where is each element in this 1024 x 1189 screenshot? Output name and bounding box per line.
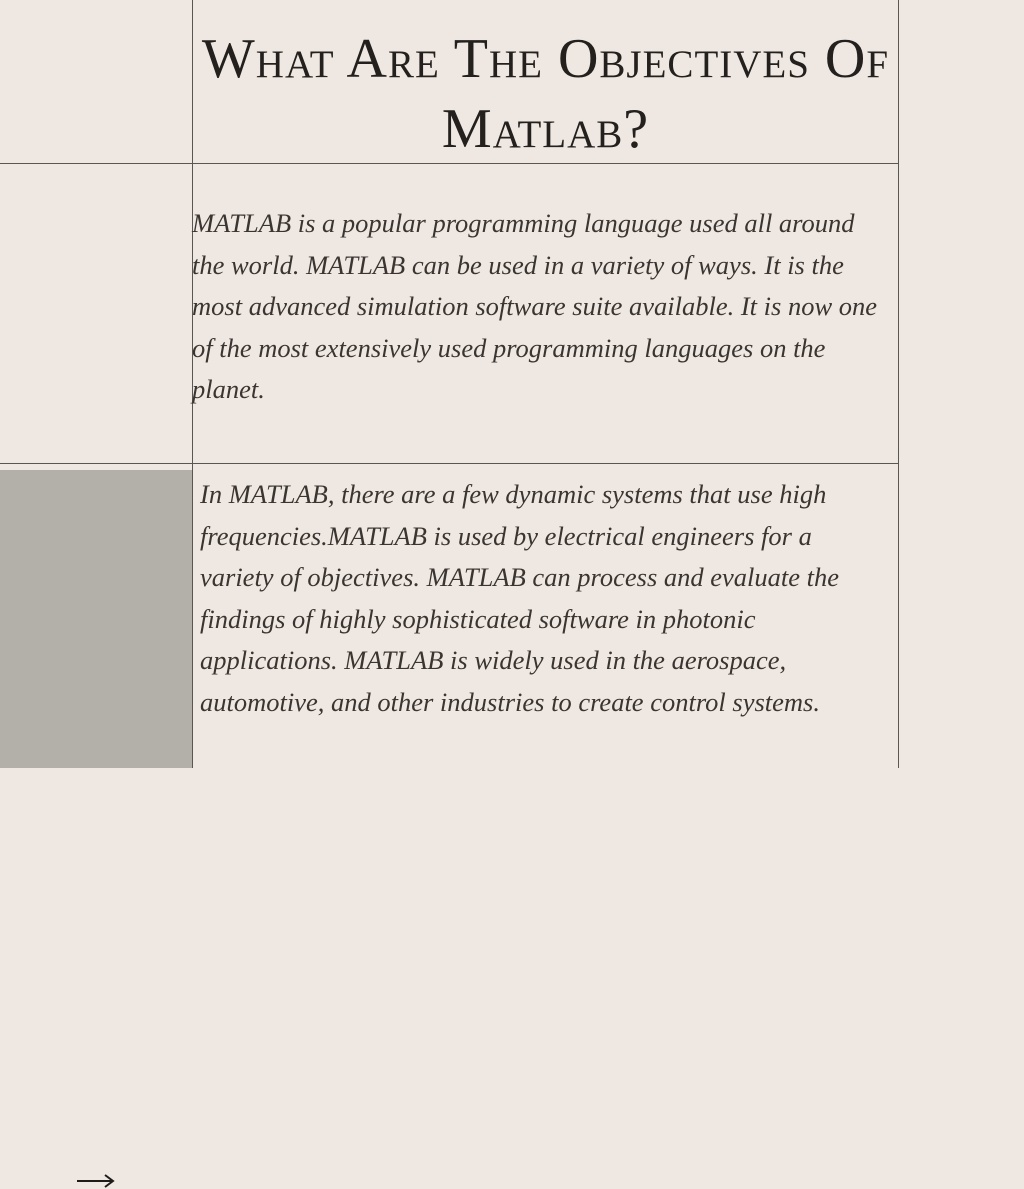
paragraph-details: In MATLAB, there are a few dynamic systems that use high frequencies.MATLAB is used by electrical engineers for a variety of objectives. MATLAB can process and evaluate the findings of highly sophisticated software in photonic applications. MATLAB is widely used in the aerospace, automotive, and other industries to create control systems.	[200, 479, 840, 717]
side-panel	[0, 470, 192, 768]
grid-line-vertical-right	[898, 0, 899, 768]
grid-line-horizontal-middle	[0, 463, 899, 464]
right-arrow-icon[interactable]	[76, 1173, 116, 1189]
paragraph-intro: MATLAB is a popular programming language used all around the world. MATLAB can be used in a variety of ways. It is the most advanced simulation software suite available. It is now one of the most extensively used programming languages on the planet.	[192, 208, 878, 404]
slide-title: What Are The Objectives Of Matlab?	[201, 28, 890, 160]
